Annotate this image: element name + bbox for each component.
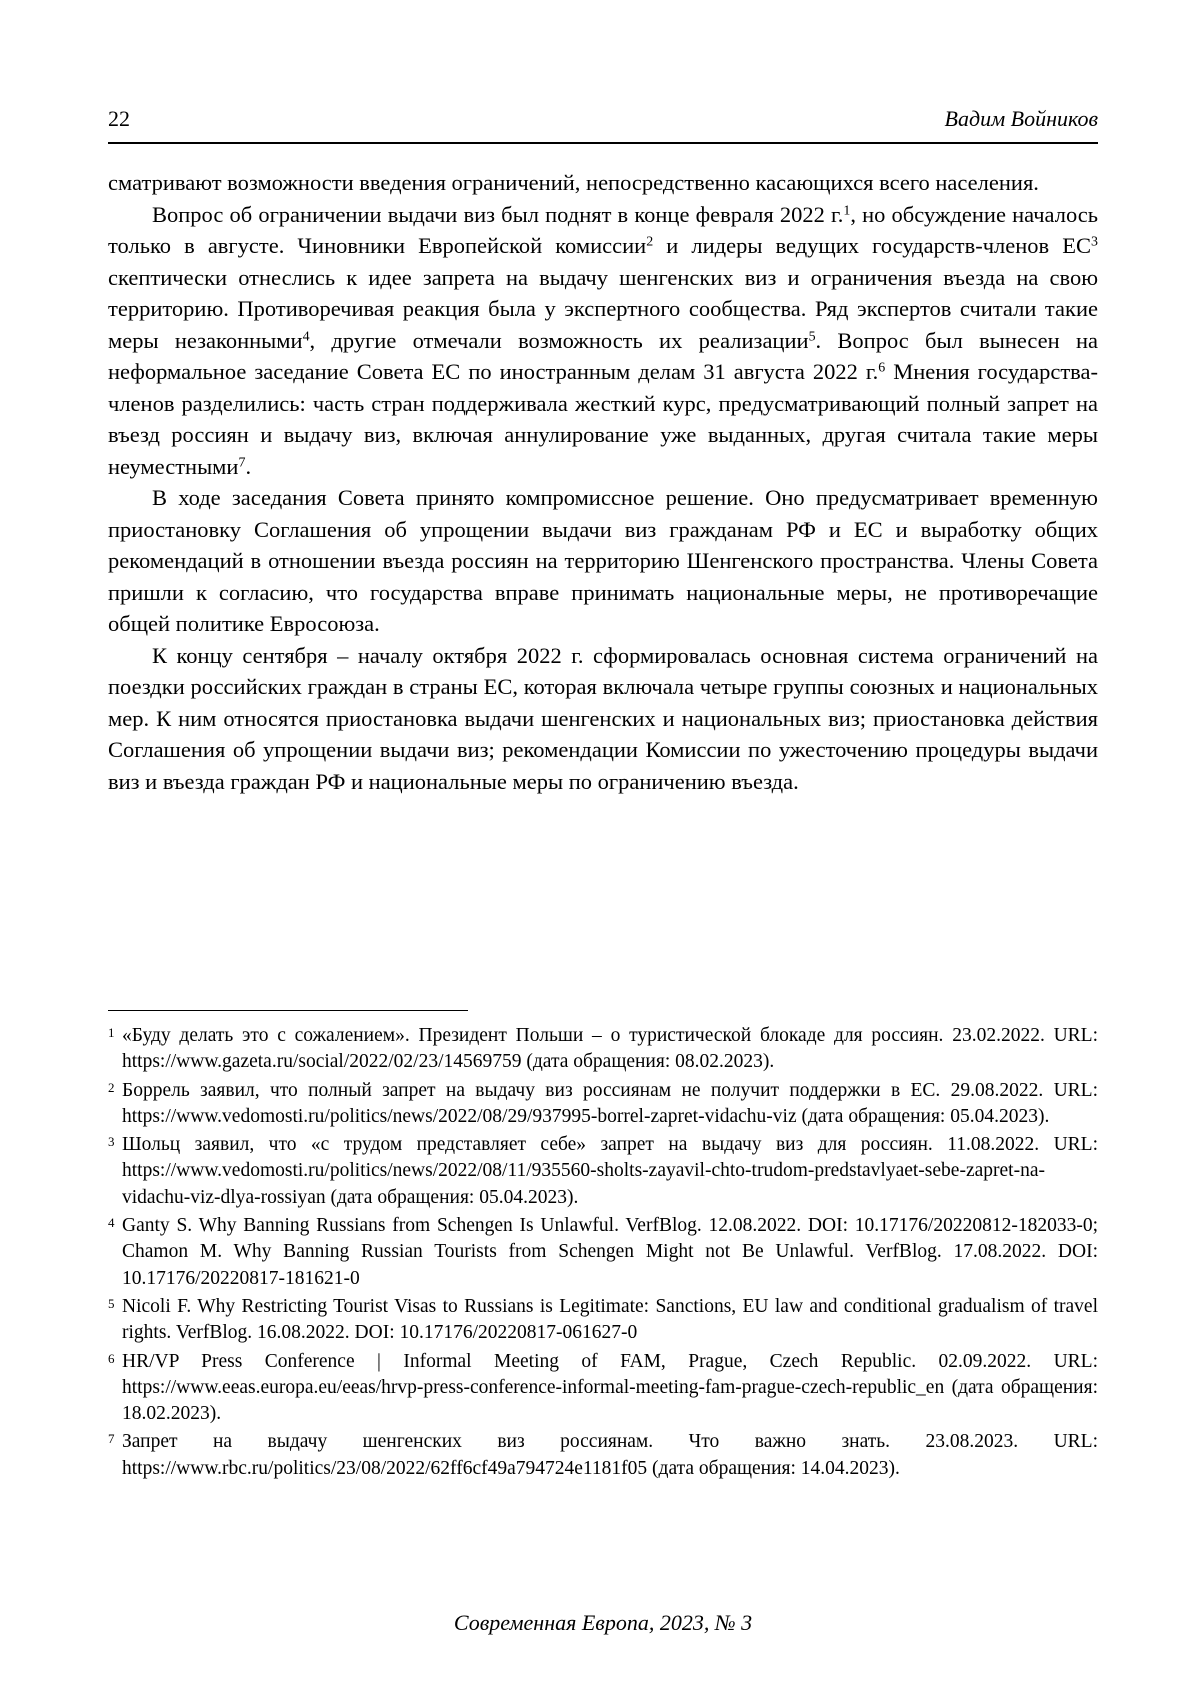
journal-footer: Современная Европа, 2023, № 3 bbox=[453, 1610, 753, 1635]
footnote-text: Nicoli F. Why Restricting Tourist Visas to Russians is Legitimate: Sanctions, EU law and conditional gradualism of travel rights. VerfBlog. 16.08.2022. DOI: 10.17176/20220817-061627-0 bbox=[122, 1295, 1098, 1344]
footnote-number: 3 bbox=[108, 1134, 115, 1150]
text-run: скептически отнеслись к идее запрета на выдачу шенгенских виз и ограничения въезда на свою территорию. Противоречивая реакция была у экспертного сообщества. Ряд экспертов считали такие меры незаконными bbox=[108, 264, 1098, 353]
footnote-number: 1 bbox=[108, 1025, 115, 1040]
footnote-text: Ganty S. Why Banning Russians from Schengen Is Unlawful. VerfBlog. 12.08.2022. DOI: 10.17176/20220812-182033-0; Chamon M. Why Banning Russian Tourists from Schengen Might not Be Unlawful. VerfBlog. 17.08.2022. DOI: 10.17176/20220817-181621-0 bbox=[122, 1215, 1098, 1289]
footnote bbox=[108, 1132, 1098, 1211]
paragraph-council-decision: В ходе заседания Совета принято компромиссное решение. Оно предусматривает временную приостановку Соглашения об упрощении выдачи виз гражданам РФ и ЕС и выработку общих рекомендаций в отношении въезда россиян на территорию Шенгенского пространства. Члены Совета пришли к согласию, что государства вправе принимать национальные меры, не противоречащие общей политике Евросоюза. bbox=[108, 485, 1098, 636]
footnote-ref[interactable]: 5 bbox=[808, 328, 816, 344]
main-text bbox=[108, 167, 1098, 797]
footnote-separator bbox=[108, 1010, 468, 1011]
footnote bbox=[108, 1294, 1098, 1347]
footnote bbox=[108, 1023, 1098, 1076]
footnote-number: 7 bbox=[108, 1431, 115, 1447]
text-run: Вопрос об ограничении выдачи виз был поднят в конце февраля 2022 г. bbox=[152, 201, 844, 227]
footnote-ref[interactable]: 1 bbox=[843, 202, 851, 218]
footnote-number: 2 bbox=[108, 1079, 115, 1095]
footnote-text: Боррель заявил, что полный запрет на выдачу виз россиянам не получит поддержки в ЕС. 29.08.2022. URL: https://www.vedomosti.ru/politics/news/2022/08/29/937995-borrel-zapret-vidachu-viz (дата обращения: 05.04.2023). bbox=[122, 1079, 1098, 1127]
footnote-number: 6 bbox=[108, 1350, 115, 1366]
text-run: и лидеры ведущих государств-членов ЕС bbox=[653, 233, 1092, 258]
footnote bbox=[108, 1213, 1098, 1292]
running-author: Вадим Войников bbox=[944, 106, 1098, 131]
footnotes bbox=[108, 1023, 1098, 1484]
footnote-number: 5 bbox=[108, 1295, 115, 1311]
footnote-ref[interactable]: 7 bbox=[238, 454, 246, 470]
page-number: 22 bbox=[108, 106, 130, 131]
text-run: , но обсуждение началось только в августе. Чиновники Европейской комиссии bbox=[108, 201, 1099, 258]
running-header bbox=[108, 106, 1098, 138]
text-run: Мнения государства-членов разделились: часть стран поддерживала жесткий курс, предусматривающий полный запрет на въезд россиян и выдачу виз, включая аннулирование уже выданных, другая считала такие меры неуместными bbox=[108, 359, 1098, 479]
footnote-text: Шольц заявил, что «с трудом представляет себе» запрет на выдачу виз для россиян. 11.08.2022. URL: https://www.vedomosti.ru/politics/news/2022/08/11/935560-sholts-zayavil-chto-trudom-predstavlyaet-sebe-zapret-na-vidachu-viz-dlya-rossiyan (дата обращения: 05.04.2023). bbox=[122, 1134, 1098, 1208]
footnote-ref[interactable]: 2 bbox=[646, 234, 654, 250]
footnote-text: «Буду делать это с сожалением». Президент Польши – о туристической блокаде для россиян. 23.02.2022. URL: https://www.gazeta.ru/social/2022/02/23/14569759 (дата обращения: 08.02.2023). bbox=[122, 1025, 1098, 1073]
text-run: . bbox=[245, 453, 252, 479]
text-run: , другие отмечали возможность их реализации bbox=[309, 327, 809, 353]
footnote bbox=[108, 1078, 1098, 1131]
footnote-ref[interactable]: 3 bbox=[1091, 234, 1098, 250]
footnote bbox=[108, 1429, 1098, 1482]
footnote-ref[interactable]: 4 bbox=[302, 328, 310, 344]
footnote-ref[interactable]: 6 bbox=[878, 360, 886, 376]
header-rule bbox=[108, 142, 1098, 144]
footnote-number: 4 bbox=[108, 1215, 115, 1231]
paragraph-continuation: сматривают возможности введения ограничений, непосредственно касающихся всего населения. bbox=[108, 170, 1039, 195]
paragraph-visa-question bbox=[108, 199, 1098, 483]
footnote-text: HR/VP Press Conference | Informal Meeting of FAM, Prague, Czech Republic. 02.09.2022. URL: https://www.eeas.europa.eu/eeas/hrvp-press-conference-informal-meeting-fam-prague-czech-republic_en (дата обращения: 18.02.2023). bbox=[122, 1350, 1098, 1425]
text-run: . Вопрос был вынесен на неформальное заседание Совета ЕС по иностранным делам 31 августа 2022 г. bbox=[108, 327, 1098, 384]
paragraph-restrictions-system: К концу сентября – началу октября 2022 г. сформировалась основная система ограничений на поездки российских граждан в страны ЕС, которая включала четыре группы союзных и национальных мер. К ним относятся приостановка выдачи шенгенских и национальных виз; приостановка действия Соглашения об упрощении выдачи виз; рекомендации Комиссии по ужесточению процедуры выдачи виз и въезда граждан РФ и национальные меры по ограничению въезда. bbox=[108, 642, 1098, 794]
footnote bbox=[108, 1349, 1098, 1428]
footnote-text: Запрет на выдачу шенгенских виз россиянам. Что важно знать. 23.08.2023. URL: https://www.rbc.ru/politics/23/08/2022/62ff6cf49a794724e1181f05 (дата обращения: 14.04.2023). bbox=[122, 1431, 1098, 1479]
